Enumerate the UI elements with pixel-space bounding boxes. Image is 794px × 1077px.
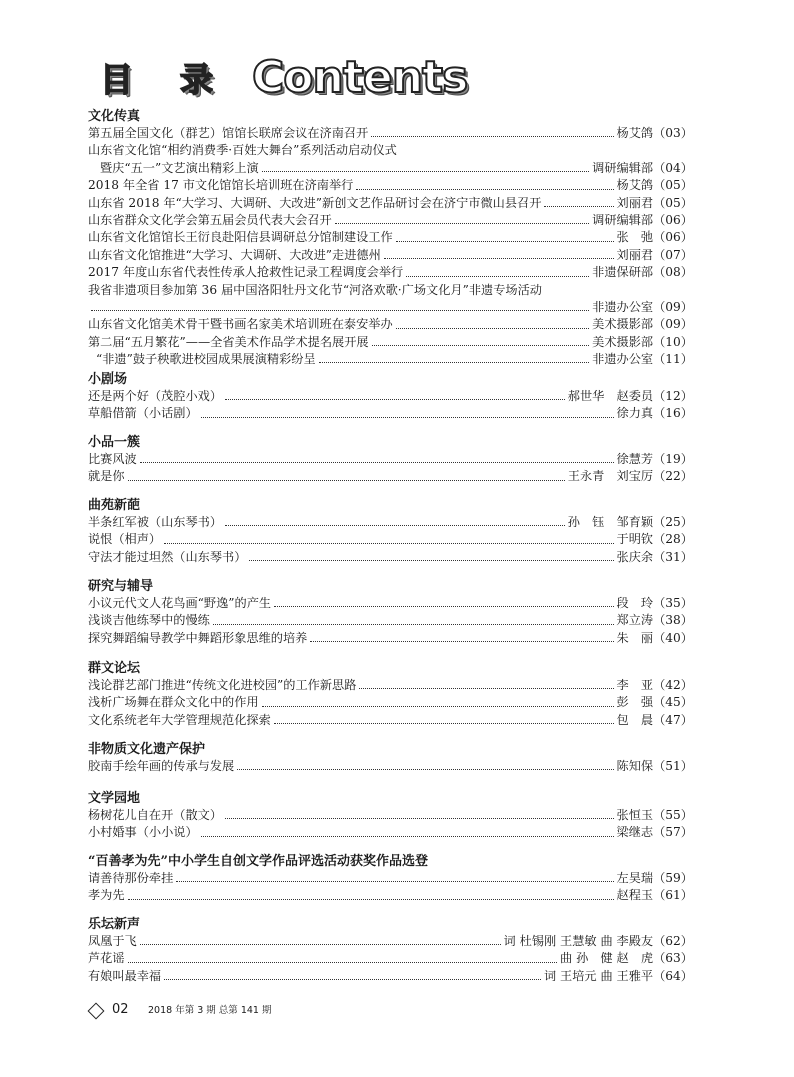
- dot-leader: [396, 328, 589, 329]
- issue-info: 2018 年第 3 期 总第 141 期: [148, 1005, 272, 1016]
- entry-title: 我省非遗项目参加第 36 届中国洛阳牡丹文化节“河洛欢歌·广场文化月”非遗专场活动: [88, 282, 542, 297]
- dot-leader: [140, 462, 614, 463]
- dot-leader: [164, 543, 613, 544]
- entry-title: 芦花谣: [88, 951, 125, 966]
- entry-page: （16）: [653, 406, 693, 421]
- toc-entry: [88, 299, 693, 316]
- entry-title: 凤凰于飞: [88, 934, 137, 948]
- dot-leader: [371, 136, 613, 137]
- dot-leader: [225, 525, 565, 526]
- toc-section: [88, 434, 708, 486]
- entry-author: 杨艾鸽: [616, 178, 654, 193]
- entry-page: （31）: [653, 549, 693, 564]
- entry-author: 张庆余: [616, 549, 654, 564]
- entry-author: 王永青 刘宝厉: [567, 469, 654, 484]
- toc-section: [88, 853, 708, 905]
- entry-author: 陈知保: [616, 759, 654, 773]
- toc-section: [88, 371, 708, 423]
- section-title: 非物质文化遗产保护: [88, 742, 206, 757]
- title-zh-2: 录: [180, 60, 213, 99]
- dot-leader: [335, 223, 589, 224]
- entry-title: 就是你: [88, 469, 125, 484]
- toc-entry: [88, 125, 693, 142]
- entry-page: （25）: [653, 515, 693, 529]
- entry-title: 浅析广场舞在群众文化中的作用: [88, 695, 259, 710]
- toc-entry: [88, 177, 693, 194]
- dot-leader: [249, 560, 613, 561]
- entry-author: 张 弛: [616, 230, 654, 245]
- toc-section: [88, 790, 708, 842]
- entry-page: （61）: [653, 888, 693, 903]
- entry-author: 赵程玉: [616, 888, 654, 903]
- toc-section: [88, 741, 708, 775]
- entry-page: （38）: [653, 613, 693, 628]
- dot-leader: [372, 345, 590, 346]
- entry-page: （22）: [653, 469, 693, 484]
- entry-author: 孙 钰 邹育颖: [567, 515, 654, 529]
- toc-entry: [88, 229, 693, 246]
- entry-title: 2017 年度山东省代表性传承人抢救性记录工程调度会举行: [88, 265, 404, 280]
- toc-entry: [88, 468, 693, 485]
- entry-page: （05）: [653, 195, 693, 210]
- entry-page: （63）: [653, 951, 693, 966]
- toc-section: [88, 497, 708, 566]
- toc-entry: [88, 968, 693, 985]
- toc-entry: [88, 887, 693, 904]
- toc-entry: [88, 334, 693, 351]
- dot-leader: [274, 723, 614, 724]
- toc-entry: [88, 351, 693, 368]
- dot-leader: [140, 944, 501, 945]
- entry-author: 曲 孙 健 赵 虎: [560, 951, 654, 966]
- dot-leader: [201, 417, 614, 418]
- entry-title: 山东省 2018 年“大学习、大调研、大改进”新创文艺作品研讨会在济宁市微山县召开: [88, 195, 542, 210]
- dot-leader: [176, 881, 613, 882]
- entry-page: （57）: [653, 825, 693, 840]
- entry-title: 草船借箭（小话剧）: [88, 406, 198, 421]
- entry-author: 刘丽君: [616, 247, 654, 262]
- entry-title: 胶南手绘年画的传承与发展: [88, 759, 235, 773]
- entry-title: 比赛风波: [88, 452, 137, 466]
- entry-page: （64）: [653, 968, 693, 983]
- entry-page: （35）: [653, 596, 693, 610]
- dot-leader: [359, 688, 613, 689]
- entry-author: 张恒玉: [616, 808, 654, 822]
- entry-page: （40）: [653, 630, 693, 645]
- toc-entry: [88, 264, 693, 281]
- entry-author: 梁继志: [616, 825, 654, 840]
- entry-author: 朱 丽: [616, 630, 654, 645]
- entry-title: 山东省文化馆美术骨干暨书画名家美术培训班在泰安举办: [88, 317, 393, 332]
- entry-page: （09）: [653, 317, 693, 332]
- entry-page: （28）: [653, 532, 693, 547]
- section-title: 研究与辅导: [88, 579, 154, 594]
- entry-title: 半条红军被（山东琴书）: [88, 515, 223, 529]
- toc-entry: [88, 630, 693, 647]
- toc-entry: [88, 595, 693, 612]
- toc-entry: [88, 531, 693, 548]
- entry-title: 还是两个好（茂腔小戏）: [88, 389, 223, 403]
- dot-leader: [213, 624, 614, 625]
- dot-leader: [396, 241, 614, 242]
- entry-author: 美术摄影部: [592, 334, 654, 349]
- entry-author: 调研编辑部: [592, 160, 654, 175]
- dot-leader: [201, 836, 614, 837]
- entry-author: 非遗保研部: [592, 265, 654, 280]
- entry-title: 山东省文化馆“相约消费季·百姓大舞台”系列活动启动仪式: [88, 143, 397, 158]
- dot-leader: [274, 606, 613, 607]
- toc-entry: [88, 195, 693, 212]
- section-title: 乐坛新声: [88, 917, 141, 932]
- entry-page: （07）: [653, 247, 693, 262]
- toc-section: [88, 660, 708, 729]
- toc-entry: [88, 870, 693, 887]
- dot-leader: [164, 979, 541, 980]
- dot-leader: [225, 399, 565, 400]
- toc-entry: [88, 807, 693, 824]
- entry-author: 美术摄影部: [592, 317, 654, 332]
- toc-entry: [88, 694, 693, 711]
- entry-title: 第五届全国文化（群艺）馆馆长联席会议在济南召开: [88, 126, 369, 140]
- entry-page: （45）: [653, 695, 693, 710]
- entry-author: 李 亚: [616, 678, 654, 692]
- entry-title: 山东省文化馆推进“大学习、大调研、大改进”走进德州: [88, 247, 381, 262]
- entry-page: （06）: [653, 212, 693, 227]
- entry-title: 有娘叫最幸福: [88, 968, 162, 983]
- entry-title: 孝为先: [88, 888, 125, 903]
- dot-leader: [384, 258, 614, 259]
- entry-author: 包 晨: [616, 712, 654, 727]
- entry-author: 郝世华 赵委员: [567, 389, 654, 403]
- entry-page: （47）: [653, 712, 693, 727]
- entry-title: 浅谈吉他练琴中的慢练: [88, 613, 210, 628]
- entry-author: 段 玲: [616, 596, 654, 610]
- toc-entry: [88, 612, 693, 629]
- entry-page: （09）: [653, 299, 693, 314]
- page-number: 02: [112, 1002, 129, 1017]
- toc-entry: [88, 316, 693, 333]
- toc-entry: [88, 824, 693, 841]
- entry-title: 小议元代文人花鸟画“野逸”的产生: [88, 596, 272, 610]
- toc-entry: [88, 388, 693, 405]
- toc-entry: [88, 282, 708, 299]
- toc-entry: [88, 160, 693, 177]
- toc-entry: [88, 247, 693, 264]
- toc-entry: [88, 549, 693, 566]
- dot-leader: [237, 769, 613, 770]
- entry-title: 第二届“五月繁花”——全省美术作品学术提名展开展: [88, 334, 369, 349]
- entry-author: 非遗办公室: [592, 299, 654, 314]
- entry-title: 小村婚事（小小说）: [88, 825, 198, 840]
- entry-title: 探究舞蹈编导教学中舞蹈形象思维的培养: [88, 630, 308, 645]
- dot-leader: [310, 641, 613, 642]
- entry-page: （55）: [653, 808, 693, 822]
- toc-entry: [88, 451, 693, 468]
- toc-entry: [88, 933, 693, 950]
- toc-entry: [88, 758, 693, 775]
- entry-page: （51）: [653, 759, 693, 773]
- entry-page: （10）: [653, 334, 693, 349]
- entry-author: 徐慧芳: [616, 452, 654, 466]
- entry-title: 暨庆“五一”文艺演出精彩上演: [100, 160, 259, 175]
- entry-author: 彭 强: [616, 695, 654, 710]
- entry-page: （42）: [653, 678, 693, 692]
- entry-author: 词 杜锡刚 王慧敏 曲 李殿友: [503, 934, 654, 948]
- toc-entry: [88, 142, 708, 159]
- title-en: Contents: [252, 52, 468, 103]
- entry-page: （05）: [653, 178, 693, 193]
- entry-title: 浅论群艺部门推进“传统文化进校园”的工作新思路: [88, 678, 357, 692]
- entry-author: 刘丽君: [616, 195, 654, 210]
- dot-leader: [262, 171, 589, 172]
- toc-entry: [88, 950, 693, 967]
- entry-title: 山东省文化馆馆长王衍良赴阳信县调研总分馆制建设工作: [88, 230, 393, 245]
- dot-leader: [91, 310, 589, 311]
- section-title: 文学园地: [88, 791, 141, 806]
- entry-title: 山东省群众文化学会第五届会员代表大会召开: [88, 212, 332, 227]
- entry-page: （03）: [653, 126, 693, 140]
- dot-leader: [128, 899, 614, 900]
- toc-entry: [88, 212, 693, 229]
- entry-author: 徐力真: [616, 406, 654, 421]
- section-title: 小剧场: [88, 372, 128, 387]
- section-title: 曲苑新葩: [88, 498, 141, 513]
- toc-section: [88, 916, 708, 985]
- entry-title: 2018 年全省 17 市文化馆馆长培训班在济南举行: [88, 178, 354, 193]
- section-title: 文化传真: [88, 109, 141, 124]
- entry-page: （59）: [653, 871, 693, 885]
- entry-author: 左昊瑞: [616, 871, 654, 885]
- entry-page: （12）: [653, 389, 693, 403]
- toc-entry: [88, 712, 693, 729]
- toc-section: [88, 108, 708, 368]
- entry-title: 文化系统老年大学管理规范化探索: [88, 712, 271, 727]
- section-title: 群文论坛: [88, 661, 141, 676]
- section-title: 小品一簇: [88, 435, 141, 450]
- dot-leader: [128, 962, 557, 963]
- entry-title: 守法才能过坦然（山东琴书）: [88, 549, 247, 564]
- entry-page: （04）: [653, 160, 693, 175]
- entry-author: 非遗办公室: [592, 352, 654, 367]
- entry-title: 说恨（相声）: [88, 532, 162, 547]
- title-zh-1: 目: [100, 60, 133, 99]
- entry-author: 调研编辑部: [592, 212, 654, 227]
- entry-page: （11）: [653, 352, 693, 367]
- toc-entry: [88, 405, 693, 422]
- dot-leader: [356, 189, 613, 190]
- toc-entry: [88, 677, 693, 694]
- entry-author: 杨艾鸽: [616, 126, 654, 140]
- entry-page: （62）: [653, 934, 693, 948]
- section-title: “百善孝为先”中小学生自创文学作品评选活动获奖作品选登: [88, 854, 428, 869]
- entry-author: 于明钦: [616, 532, 654, 547]
- dot-leader: [225, 818, 613, 819]
- entry-title: 请善待那份牵挂: [88, 871, 174, 885]
- diamond-icon: [88, 1003, 105, 1020]
- dot-leader: [406, 276, 589, 277]
- dot-leader: [128, 480, 565, 481]
- entry-page: （08）: [653, 265, 693, 280]
- dot-leader: [262, 706, 614, 707]
- entry-author: 郑立涛: [616, 613, 654, 628]
- entry-page: （06）: [653, 230, 693, 245]
- entry-page: （19）: [653, 452, 693, 466]
- dot-leader: [544, 206, 613, 207]
- toc-section: [88, 578, 708, 647]
- dot-leader: [319, 362, 590, 363]
- toc-entry: [88, 514, 693, 531]
- entry-author: 词 王培元 曲 王雅平: [543, 968, 654, 983]
- entry-title: 杨树花儿自在开（散文）: [88, 808, 223, 822]
- entry-title: “非遗”鼓子秧歌进校园成果展演精彩纷呈: [96, 352, 316, 367]
